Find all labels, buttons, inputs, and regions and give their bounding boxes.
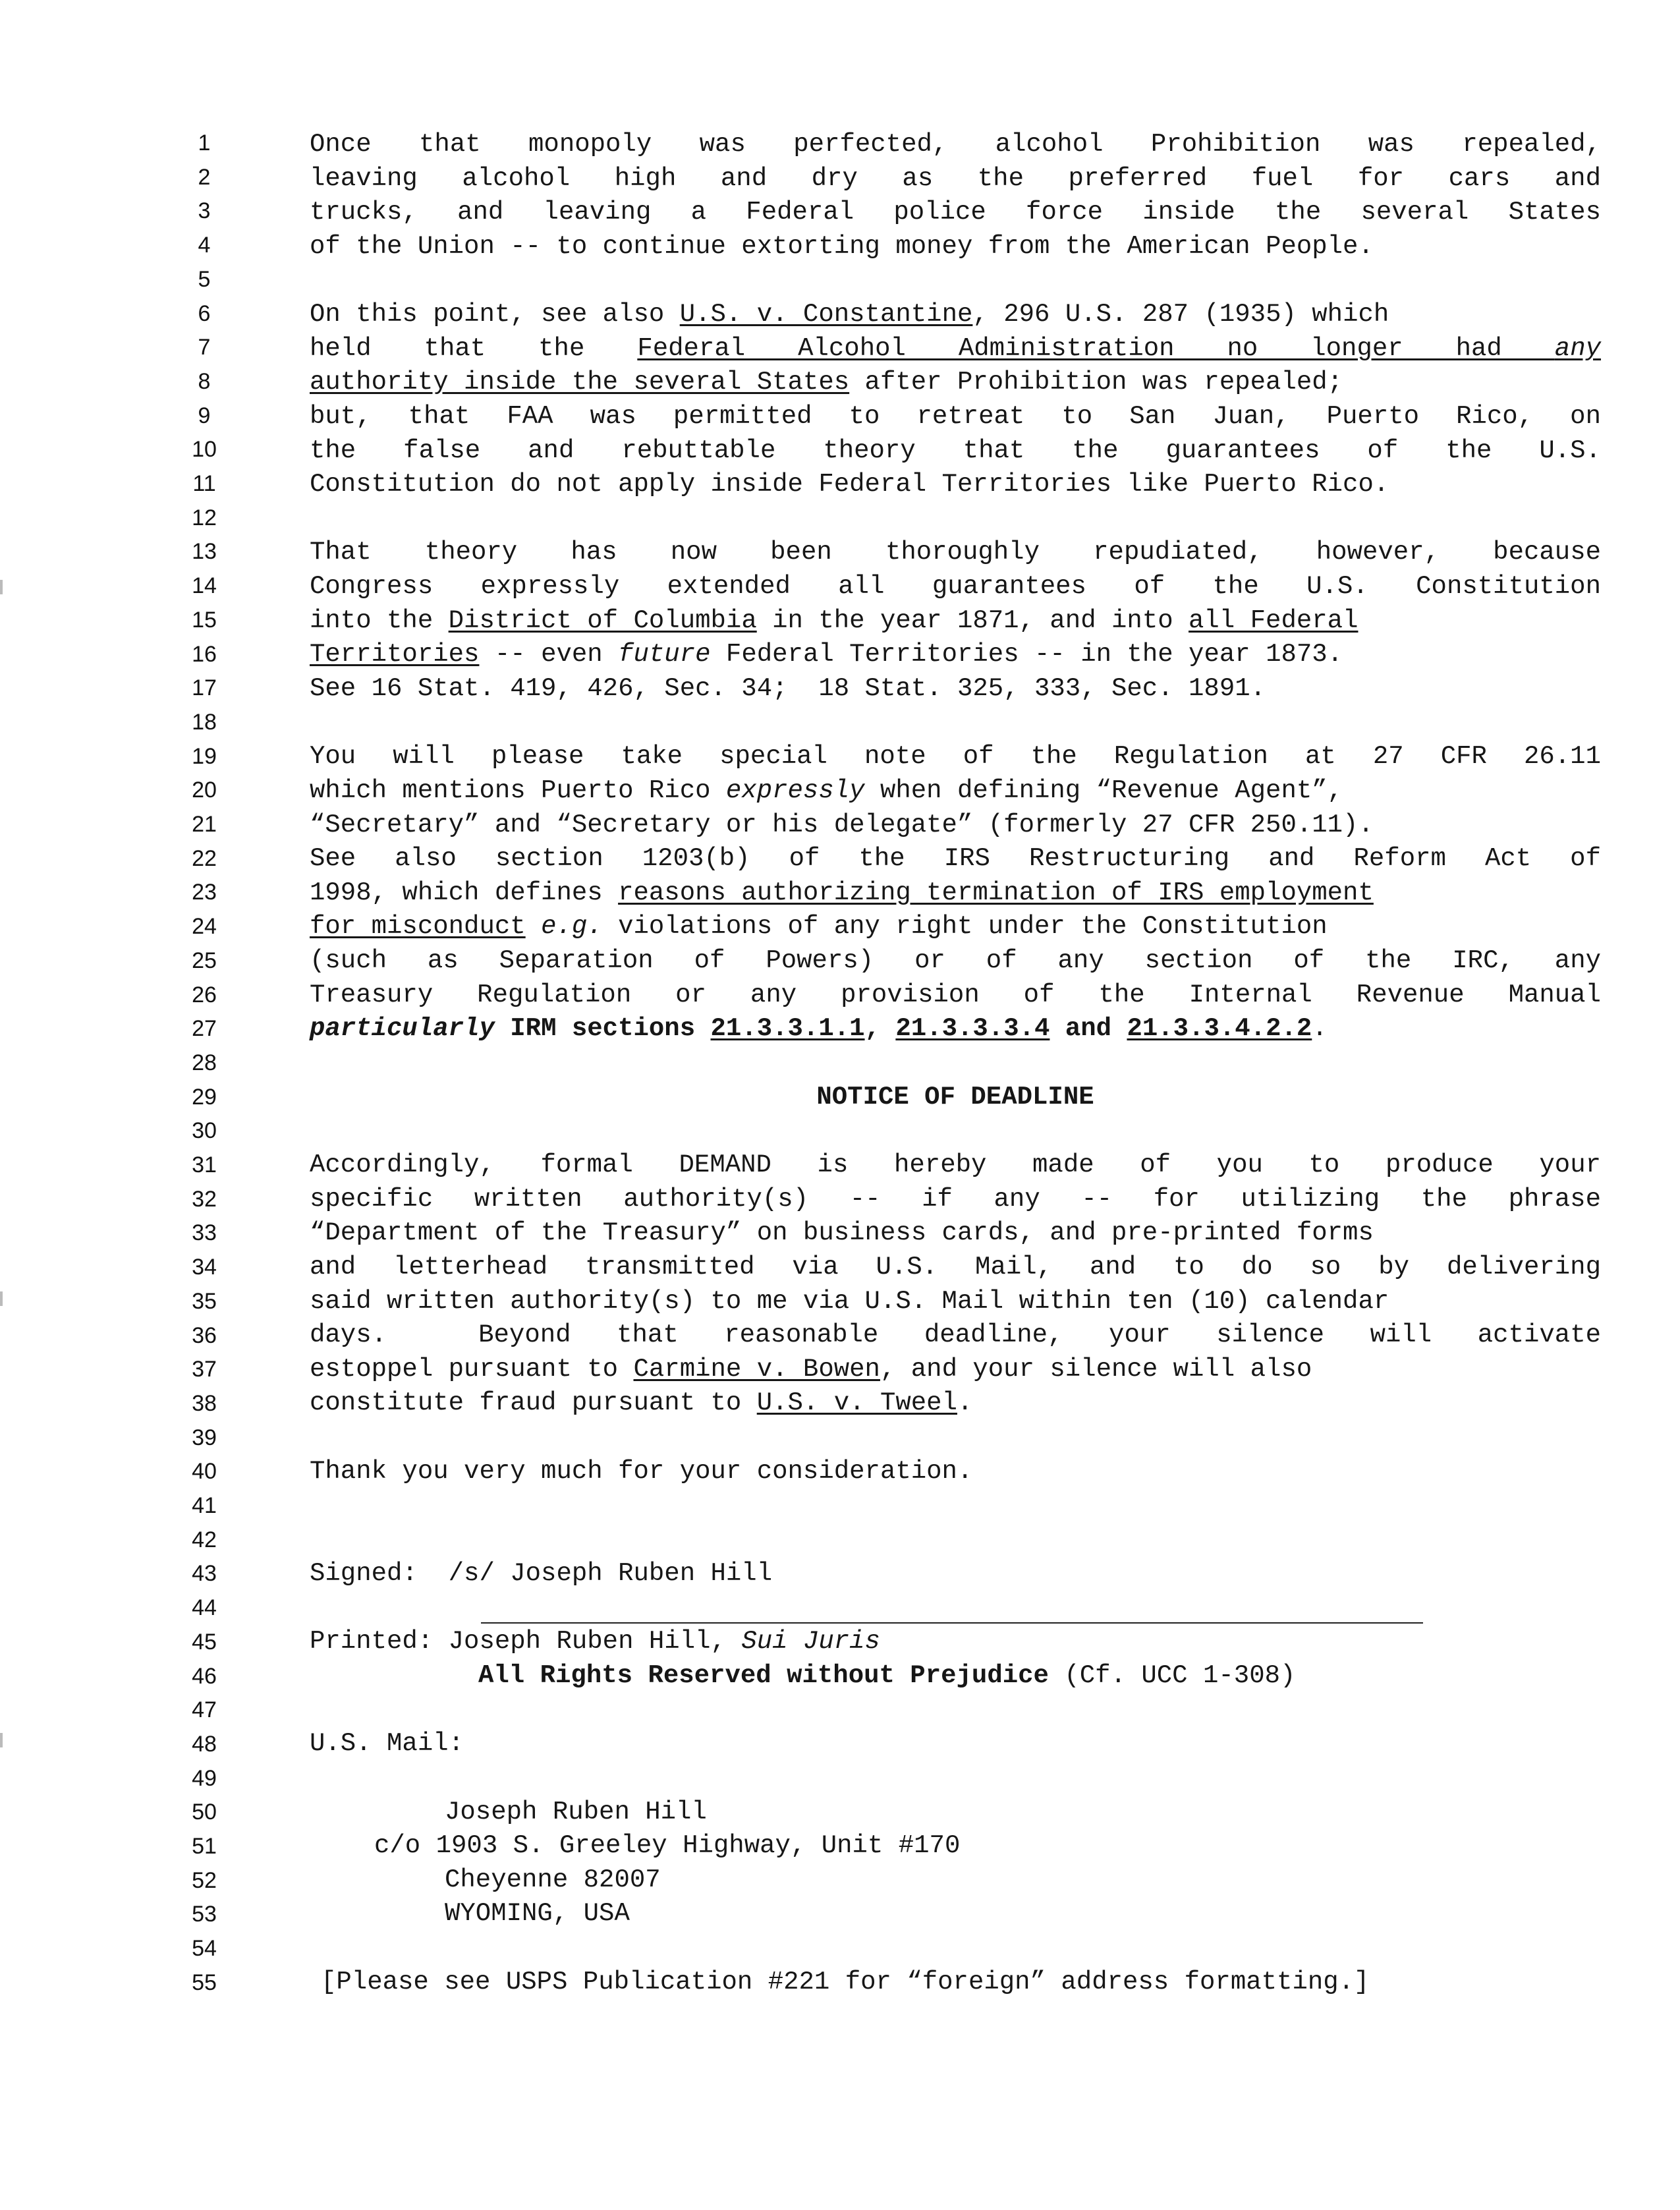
underlined-italic-text: any [1554, 334, 1602, 363]
line-number: 20 [192, 778, 217, 803]
line-number: 37 [192, 1357, 217, 1382]
text: -- even [479, 640, 619, 669]
text-line-15 [310, 604, 1601, 637]
text-line-11: Constitution do not apply inside Federal Territories like Puerto Rico. [310, 470, 1389, 499]
text [526, 912, 541, 941]
underlined-text: all Federal [1189, 606, 1358, 635]
line-number: 52 [192, 1868, 217, 1893]
line-number: 48 [192, 1732, 217, 1757]
line-number: 4 [198, 233, 211, 258]
line-number: 36 [192, 1323, 217, 1348]
printed-label: Printed: [310, 1627, 449, 1656]
reservation-line [478, 1659, 1680, 1692]
text-line-33: “Department of the Treasury” on business cards, and pre-printed forms [310, 1218, 1374, 1247]
text: On this point, see also [310, 300, 680, 329]
text-line-2: leaving alcohol high and dry as the preferred fuel for cars and [310, 164, 1601, 193]
text-line-32: specific written authority(s) -- if any -- for utilizing the phrase [310, 1185, 1601, 1214]
address-name: Joseph Ruben Hill [445, 1798, 707, 1827]
text-line-36: days. Beyond that reasonable deadline, your silence will activate [310, 1320, 1601, 1349]
text: violations of any right under the Constitution [602, 912, 1328, 941]
case-citation: U.S. v. Constantine [679, 300, 973, 329]
line-number: 44 [192, 1595, 217, 1620]
text-line-19: You will please take special note of the Regulation at 27 CFR 26.11 [310, 742, 1601, 771]
text-line-24 [310, 910, 1601, 943]
line-number: 5 [198, 267, 211, 292]
line-number: 46 [192, 1664, 217, 1689]
line-number: 32 [192, 1187, 217, 1212]
underlined-text: Federal Alcohol Administration no longer had [637, 334, 1555, 363]
text-line-38 [310, 1386, 1601, 1419]
line-number: 23 [192, 880, 217, 905]
line-number: 1 [198, 130, 211, 156]
bold-text: , [864, 1014, 896, 1043]
printed-status: Sui Juris [741, 1627, 880, 1656]
text-line-9: but, that FAA was permitted to retreat to San Juan, Puerto Rico, on [310, 402, 1601, 431]
footer-note: [Please see USPS Publication #221 for “foreign” address formatting.] [321, 1968, 1370, 1997]
text: . [1312, 1014, 1328, 1043]
text-line-20 [310, 774, 1601, 807]
line-number: 2 [198, 165, 211, 190]
text-line-37 [310, 1353, 1601, 1386]
line-number: 7 [198, 335, 211, 360]
text: Federal Territories -- in the year 1873. [710, 640, 1343, 669]
line-number: 42 [192, 1527, 217, 1552]
text-line-35: said written authority(s) to me via U.S. Mail within ten (10) calendar [310, 1287, 1389, 1316]
line-number: 17 [192, 675, 217, 700]
text: , and your silence will also [880, 1355, 1312, 1384]
line-number: 8 [198, 369, 211, 394]
line-number: 33 [192, 1220, 217, 1245]
signature-rule [481, 1622, 1423, 1624]
line-number: 41 [192, 1493, 217, 1518]
bold-text: IRM sections [494, 1014, 711, 1043]
line-number: 27 [192, 1016, 217, 1041]
address-street: c/o 1903 S. Greeley Highway, Unit #170 [374, 1831, 961, 1860]
line-number: 3 [198, 198, 211, 223]
line-number: 51 [192, 1834, 217, 1859]
underlined-text: Territories [310, 640, 480, 669]
line-number: 26 [192, 982, 217, 1007]
line-number: 30 [192, 1118, 217, 1143]
case-citation: Carmine v. Bowen [633, 1355, 880, 1384]
text-line-34: and letterhead transmitted via U.S. Mail, and to do so by delivering [310, 1253, 1601, 1282]
scan-edge-mark [0, 1291, 3, 1306]
line-number: 12 [192, 505, 217, 530]
text-line-16 [310, 638, 1601, 671]
line-number: 55 [192, 1970, 217, 1995]
signed-line: Signed: /s/ Joseph Ruben Hill [310, 1559, 773, 1588]
line-number: 9 [198, 403, 211, 428]
underlined-text: for misconduct [310, 912, 526, 941]
italic-text: expressly [725, 776, 865, 805]
reservation-cite: (Cf. UCC 1-308) [1048, 1661, 1296, 1690]
line-number: 18 [192, 710, 217, 735]
line-number: 6 [198, 301, 211, 326]
text-line-8 [310, 366, 1601, 399]
text: when defining “Revenue Agent”, [864, 776, 1343, 805]
line-number: 45 [192, 1629, 217, 1655]
case-citation: U.S. v. Tweel [756, 1388, 957, 1417]
line-number: 15 [192, 608, 217, 633]
line-number: 16 [192, 642, 217, 667]
text-line-23 [310, 876, 1601, 909]
text-line-17: See 16 Stat. 419, 426, Sec. 34; 18 Stat. 325, 333, Sec. 1891. [310, 674, 1266, 703]
text: 1998, which defines [310, 878, 619, 907]
irm-section-link: 21.3.3.4.2.2 [1127, 1014, 1312, 1043]
text-line-14: Congress expressly extended all guarantees of the U.S. Constitution [310, 572, 1601, 601]
text-line-10: the false and rebuttable theory that the guarantees of the U.S. [310, 436, 1601, 465]
line-number: 47 [192, 1697, 217, 1722]
line-number: 25 [192, 948, 217, 973]
line-number: 40 [192, 1459, 217, 1484]
bold-italic-text: particularly [310, 1014, 495, 1043]
text: , 296 U.S. 287 (1935) which [972, 300, 1389, 329]
address-city: Cheyenne 82007 [445, 1865, 661, 1894]
text-line-3: trucks, and leaving a Federal police force inside the several States [310, 198, 1601, 227]
scan-edge-mark [0, 1733, 3, 1747]
text-line-25: (such as Separation of Powers) or of any section of the IRC, any [310, 946, 1601, 975]
line-number: 49 [192, 1766, 217, 1791]
line-number: 38 [192, 1391, 217, 1416]
scan-edge-mark [0, 580, 3, 594]
underlined-text: reasons authorizing termination of IRS employment [618, 878, 1374, 907]
line-number: 53 [192, 1902, 217, 1927]
printed-name: Joseph Ruben Hill, [448, 1627, 742, 1656]
line-number: 10 [192, 437, 217, 462]
italic-text: e.g. [541, 912, 603, 941]
text: which mentions Puerto Rico [310, 776, 726, 805]
line-number: 29 [192, 1085, 217, 1110]
printed-line [310, 1625, 1601, 1658]
line-number: 21 [192, 812, 217, 837]
line-number: 50 [192, 1799, 217, 1825]
line-number: 28 [192, 1050, 217, 1075]
mail-label: U.S. Mail: [310, 1729, 464, 1758]
text: in the year 1871, and into [756, 606, 1189, 635]
line-number: 14 [192, 573, 217, 598]
bold-text: and [1050, 1014, 1127, 1043]
text-line-13: That theory has now been thoroughly repudiated, however, because [310, 538, 1601, 567]
underlined-text: District of Columbia [448, 606, 757, 635]
line-number: 11 [192, 471, 216, 496]
text: after Prohibition was repealed; [849, 368, 1343, 397]
text-line-4: of the Union -- to continue extorting money from the American People. [310, 232, 1374, 261]
text-line-21: “Secretary” and “Secretary or his delegate” (formerly 27 CFR 250.11). [310, 810, 1374, 839]
line-number: 13 [192, 539, 217, 564]
text: constitute fraud pursuant to [310, 1388, 757, 1417]
text: . [957, 1388, 973, 1417]
text: into the [310, 606, 449, 635]
line-number: 54 [192, 1936, 217, 1961]
italic-text: future [618, 640, 711, 669]
text-line-27 [310, 1012, 1601, 1045]
line-number: 39 [192, 1425, 217, 1450]
line-number: 35 [192, 1289, 217, 1314]
line-number: 19 [192, 744, 217, 769]
reservation-text: All Rights Reserved without Prejudice [478, 1661, 1049, 1690]
address-state: WYOMING, USA [445, 1899, 630, 1928]
thanks-line: Thank you very much for your consideration. [310, 1457, 973, 1486]
text-line-22: See also section 1203(b) of the IRS Restructuring and Reform Act of [310, 844, 1601, 873]
text-line-31: Accordingly, formal DEMAND is hereby made of you to produce your [310, 1150, 1601, 1179]
text-line-6 [310, 298, 1601, 331]
line-number: 24 [192, 914, 217, 939]
text: held that the [310, 334, 638, 363]
line-number: 31 [192, 1152, 217, 1177]
text: estoppel pursuant to [310, 1355, 634, 1384]
irm-section-link: 21.3.3.3.4 [895, 1014, 1050, 1043]
text-line-26: Treasury Regulation or any provision of the Internal Revenue Manual [310, 980, 1601, 1009]
line-number: 34 [192, 1255, 217, 1280]
text-line-1: Once that monopoly was perfected, alcohol Prohibition was repealed, [310, 130, 1601, 159]
text-line-7 [310, 332, 1601, 365]
irm-section-link: 21.3.3.1.1 [710, 1014, 865, 1043]
line-number: 43 [192, 1561, 217, 1586]
line-number: 22 [192, 846, 217, 871]
section-heading: NOTICE OF DEADLINE [816, 1083, 1094, 1112]
underlined-text: authority inside the several States [310, 368, 850, 397]
